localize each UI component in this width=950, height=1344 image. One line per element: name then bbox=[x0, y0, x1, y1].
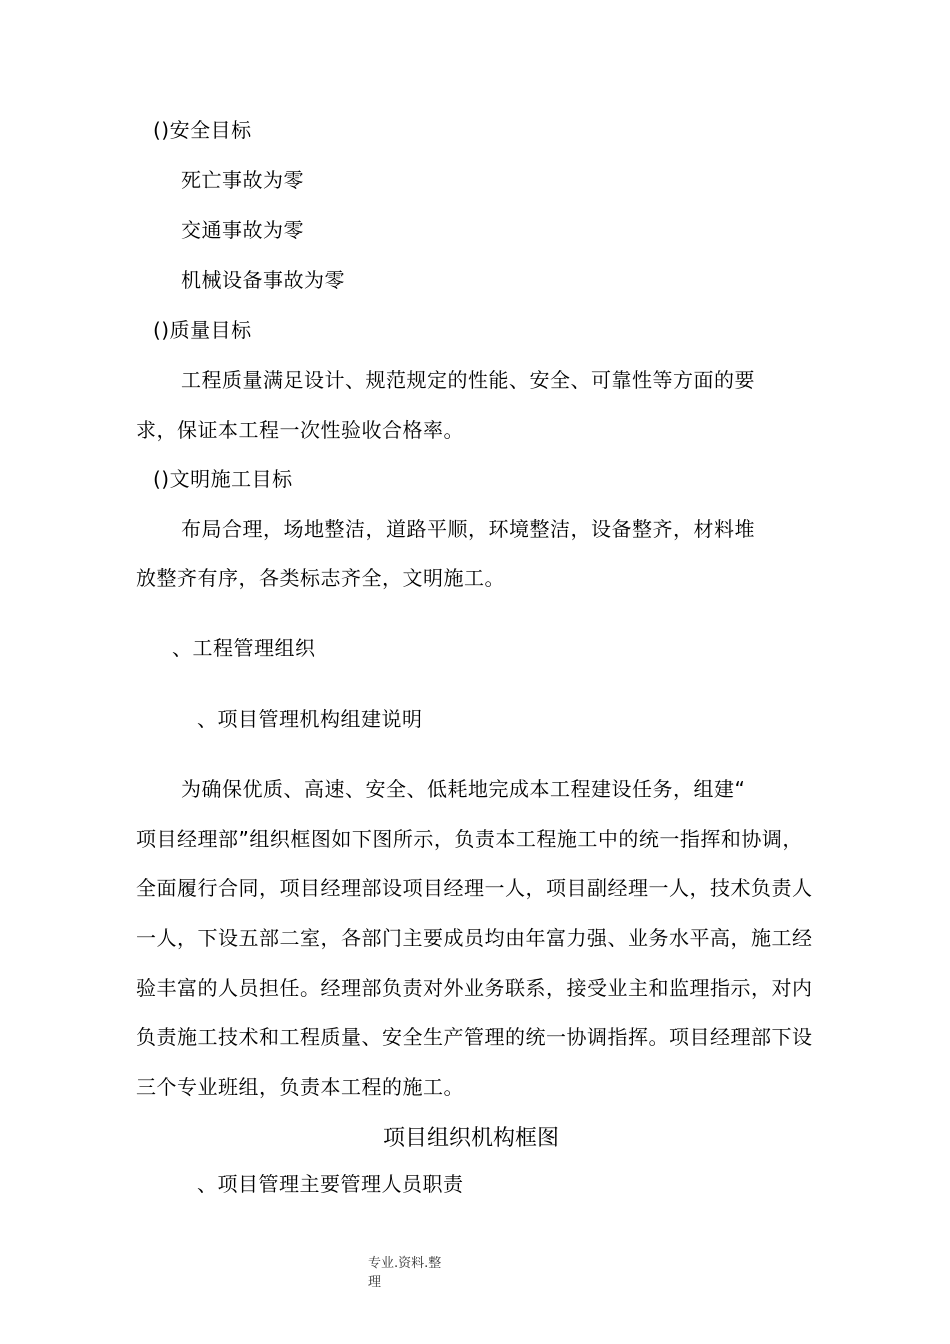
chart-title: 项目组织机构框图 bbox=[383, 1126, 560, 1151]
safety-goal-item: 交通事故为零 bbox=[181, 218, 304, 242]
subsection-heading-duties: 、项目管理主要管理人员职责 bbox=[197, 1172, 464, 1196]
section-heading-org: 、工程管理组织 bbox=[172, 636, 316, 660]
footer-text: 理 bbox=[368, 1275, 382, 1290]
paragraph-line: 一人，下设五部二室，各部门主要成员均由年富力强、业务水平高，施工经 bbox=[136, 926, 813, 950]
paragraph-line: 全面履行合同，项目经理部设项目经理一人，项目副经理一人，技术负责人 bbox=[136, 876, 813, 900]
safety-goal-heading: ()安全目标 bbox=[153, 118, 252, 142]
subsection-heading-setup: 、项目管理机构组建说明 bbox=[197, 707, 423, 731]
civil-goal-text: 放整齐有序，各类标志齐全，文明施工。 bbox=[136, 566, 505, 590]
footer-text: 专业.资料.整 bbox=[368, 1256, 442, 1271]
quality-goal-text: 求，保证本工程一次性验收合格率。 bbox=[136, 418, 464, 442]
paragraph-line: 验丰富的人员担任。经理部负责对外业务联系，接受业主和监理指示，对内 bbox=[136, 976, 813, 1000]
quality-goal-heading: ()质量目标 bbox=[153, 318, 252, 342]
paragraph-line: 为确保优质、高速、安全、低耗地完成本工程建设任务，组建“ bbox=[181, 777, 746, 801]
safety-goal-item: 机械设备事故为零 bbox=[181, 268, 345, 292]
paragraph-line: 项目经理部”组织框图如下图所示，负责本工程施工中的统一指挥和协调， bbox=[136, 827, 803, 851]
quality-goal-text: 工程质量满足设计、规范规定的性能、安全、可靠性等方面的要 bbox=[181, 368, 755, 392]
paragraph-line: 三个专业班组，负责本工程的施工。 bbox=[136, 1075, 464, 1099]
civil-goal-heading: ()文明施工目标 bbox=[153, 467, 293, 491]
civil-goal-text: 布局合理，场地整洁，道路平顺，环境整洁，设备整齐，材料堆 bbox=[181, 517, 755, 541]
safety-goal-item: 死亡事故为零 bbox=[181, 168, 304, 192]
paragraph-line: 负责施工技术和工程质量、安全生产管理的统一协调指挥。项目经理部下设 bbox=[136, 1025, 813, 1049]
